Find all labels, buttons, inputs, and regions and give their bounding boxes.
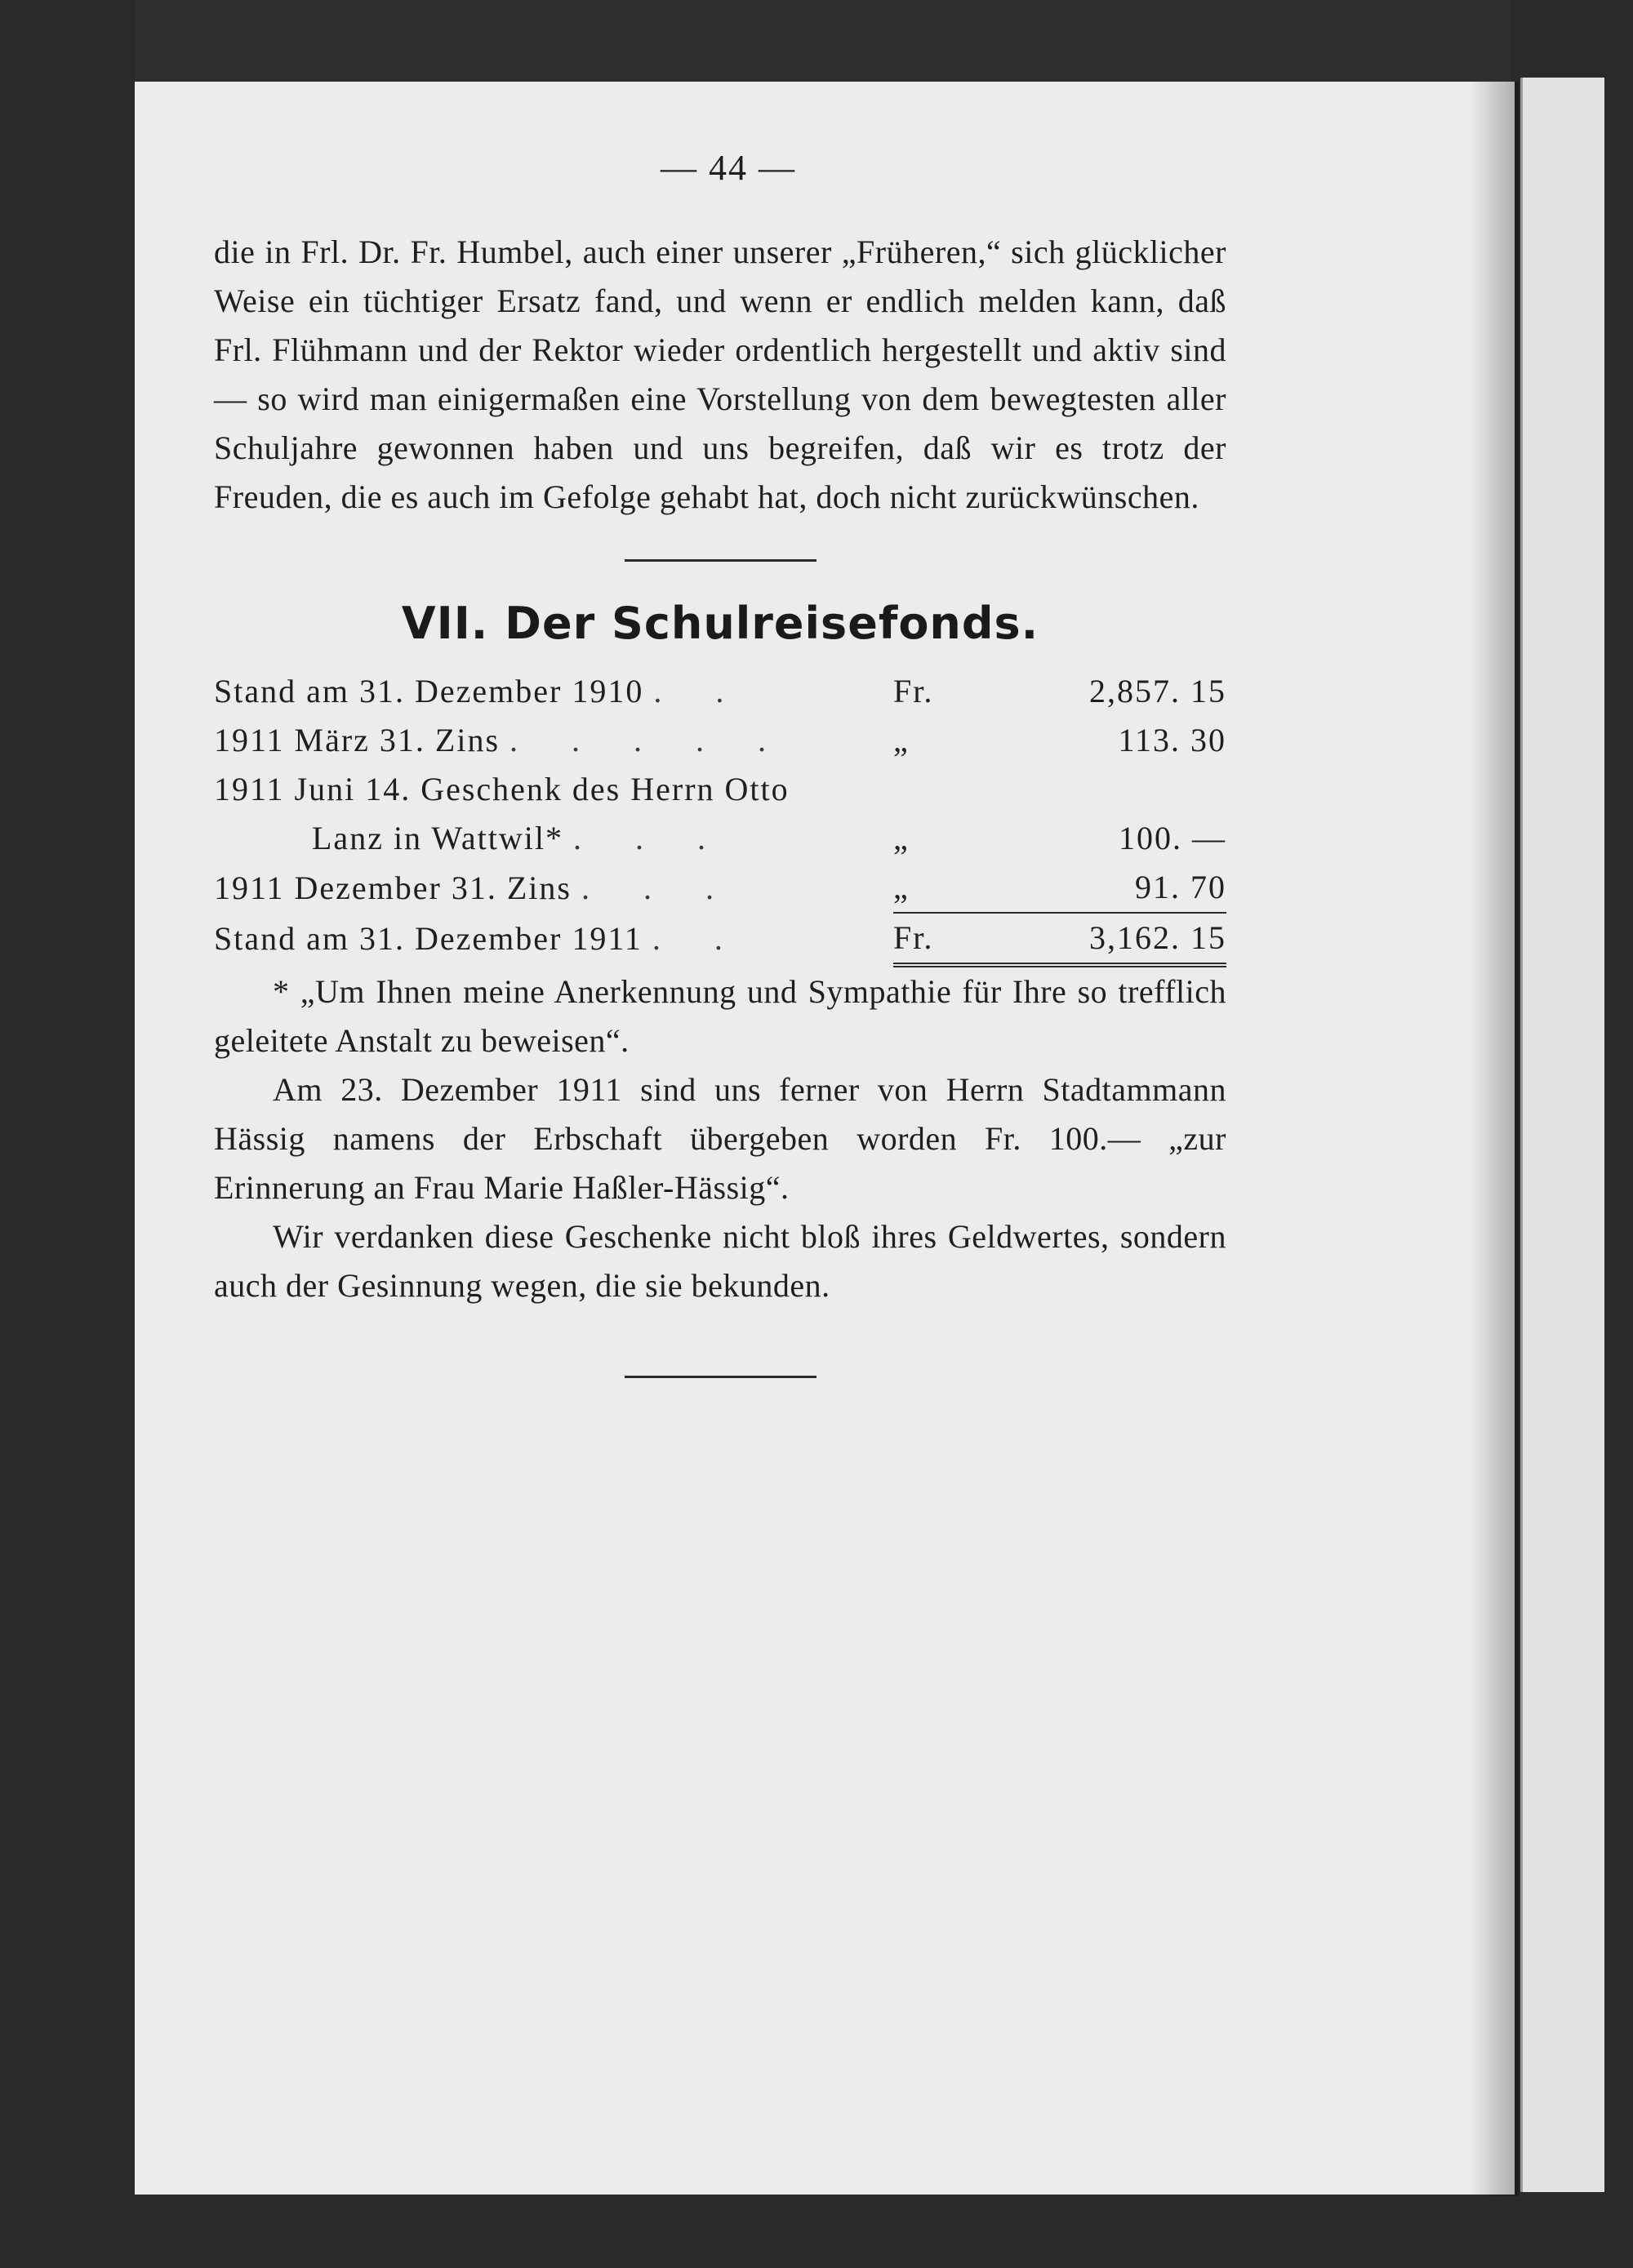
ledger-amount bbox=[987, 765, 1226, 814]
section-divider-bottom bbox=[625, 1376, 816, 1378]
ledger-row bbox=[214, 863, 1226, 913]
section-divider-top bbox=[625, 559, 816, 562]
ledger-description: Lanz in Wattwil* . . . bbox=[312, 820, 728, 856]
page-content bbox=[214, 147, 1226, 1378]
gift-paragraph: Am 23. Dezember 1911 sind uns ferner von Herrn Stadtammann Hässig namens der Erbschaft übergeben worden Fr. 100.— „zur Erinnerung an Frau Marie Haßler-Hässig“. bbox=[214, 1071, 1226, 1206]
ledger-currency: Fr. bbox=[892, 673, 934, 709]
ledger-currency: Fr. bbox=[893, 913, 987, 965]
ledger-currency: „ bbox=[892, 869, 910, 905]
scan-background-left bbox=[0, 0, 135, 2268]
ledger-description: Stand am 31. Dezember 1911 . . bbox=[214, 920, 745, 957]
ledger-currency: „ bbox=[892, 820, 910, 856]
ledger-currency bbox=[893, 765, 987, 814]
ledger-row bbox=[214, 716, 1226, 765]
footnote: * „Um Ihnen meine Anerkennung und Sympathie für Ihre so trefflich geleitete Anstalt zu beweisen“. bbox=[214, 973, 1226, 1059]
ledger-leader: . . bbox=[653, 673, 747, 709]
ledger-description: 1911 Dezember 31. Zins . . . bbox=[214, 869, 736, 906]
ledger-description: Stand am 31. Dezember 1910 . . bbox=[214, 673, 747, 709]
ledger-leader: . . . . . bbox=[509, 722, 790, 758]
scan-background-bottom bbox=[0, 2195, 1633, 2268]
ledger-currency: „ bbox=[892, 722, 910, 758]
ledger-total-row bbox=[214, 913, 1226, 965]
thanks-paragraph: Wir verdanken diese Geschenke nicht bloß ihres Geldwertes, sondern auch der Gesinnung wegen, die sie bekunden. bbox=[214, 1218, 1226, 1304]
section-title: VII. Der Schulreisefonds. bbox=[401, 598, 1039, 649]
spine-shadow bbox=[1470, 82, 1519, 2196]
ledger-row bbox=[214, 765, 1226, 814]
ledger-table bbox=[214, 667, 1226, 967]
ledger-leader: . . bbox=[652, 920, 745, 957]
ledger-amount: 2,857. 15 bbox=[1089, 673, 1226, 709]
intro-paragraph: die in Frl. Dr. Fr. Humbel, auch einer unserer „Früheren,“ sich glücklicher Weise ein tüchtiger Ersatz fand, und wenn er endlich melden kann, daß Frl. Flühmann und der Rektor wieder ordentlich hergestellt und aktiv sind — so wird man einigermaßen eine Vorstellung von dem bewegtesten aller Schuljahre gewonnen haben und uns begreifen, daß wir es trotz der Freuden, die es auch im Gefolge gehabt hat, doch nicht zurückwünschen. bbox=[214, 233, 1226, 515]
ledger-row bbox=[214, 814, 1226, 863]
ledger-total-amount: 3,162. 15 bbox=[987, 913, 1226, 965]
ledger-leader: . . . bbox=[581, 869, 736, 906]
ledger-row bbox=[214, 667, 1226, 716]
adjacent-page-edge bbox=[1520, 78, 1604, 2192]
page-number: — 44 — bbox=[661, 148, 796, 188]
ledger-description: 1911 März 31. Zins . . . . . bbox=[214, 722, 790, 758]
ledger-amount: 100. — bbox=[1119, 820, 1226, 856]
ledger-amount: 91. 70 bbox=[1135, 869, 1226, 905]
ledger-amount: 113. 30 bbox=[1118, 722, 1226, 758]
ledger-description: 1911 Juni 14. Geschenk des Herrn Otto bbox=[214, 771, 790, 807]
ledger-leader: . . . bbox=[572, 820, 728, 856]
